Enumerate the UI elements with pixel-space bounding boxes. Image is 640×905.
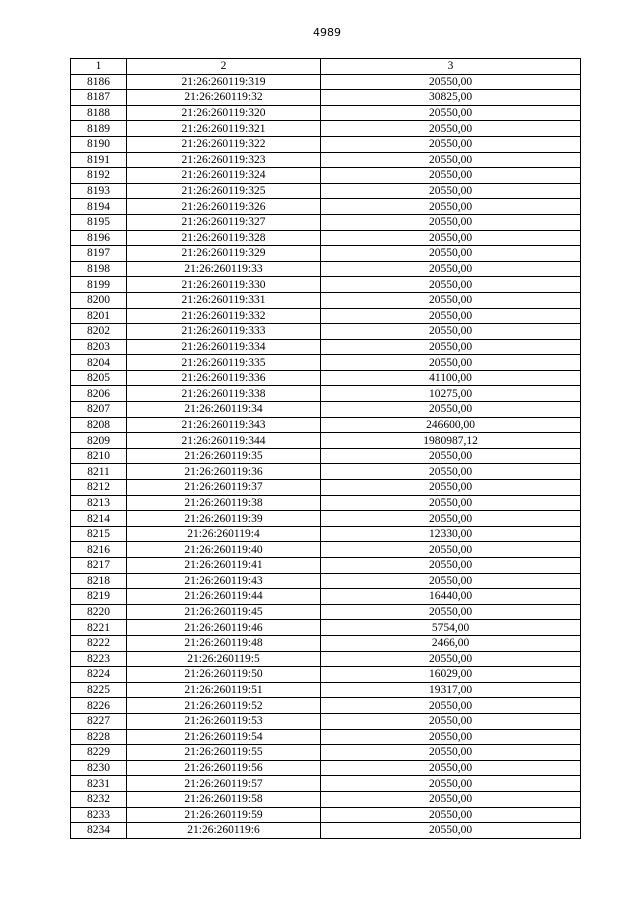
table-row <box>71 136 581 152</box>
row-number-cell: 8199 <box>71 277 127 293</box>
table-row <box>71 121 581 137</box>
table-row <box>71 511 581 527</box>
row-number-cell: 8224 <box>71 667 127 683</box>
row-number-cell: 8209 <box>71 433 127 449</box>
row-number-cell: 8190 <box>71 136 127 152</box>
table-row <box>71 480 581 496</box>
table-row <box>71 667 581 683</box>
table-row <box>71 791 581 807</box>
row-number-cell: 8234 <box>71 823 127 839</box>
cadastral-number-cell: 21:26:260119:326 <box>127 199 321 215</box>
column-header-1: 1 <box>71 59 127 75</box>
cadastral-number-cell: 21:26:260119:334 <box>127 339 321 355</box>
row-number-cell: 8225 <box>71 682 127 698</box>
value-cell: 20550,00 <box>321 152 581 168</box>
row-number-cell: 8192 <box>71 168 127 184</box>
value-cell: 5754,00 <box>321 620 581 636</box>
table-row <box>71 402 581 418</box>
value-cell: 20550,00 <box>321 558 581 574</box>
cadastral-number-cell: 21:26:260119:331 <box>127 292 321 308</box>
value-cell: 20550,00 <box>321 604 581 620</box>
value-cell: 19317,00 <box>321 682 581 698</box>
row-number-cell: 8217 <box>71 558 127 574</box>
table-row <box>71 386 581 402</box>
row-number-cell: 8232 <box>71 791 127 807</box>
row-number-cell: 8207 <box>71 402 127 418</box>
row-number-cell: 8191 <box>71 152 127 168</box>
table-row <box>71 620 581 636</box>
value-cell: 20550,00 <box>321 324 581 340</box>
cadastral-number-cell: 21:26:260119:37 <box>127 480 321 496</box>
value-cell: 20550,00 <box>321 698 581 714</box>
cadastral-number-cell: 21:26:260119:51 <box>127 682 321 698</box>
cadastral-number-cell: 21:26:260119:32 <box>127 90 321 106</box>
row-number-cell: 8228 <box>71 729 127 745</box>
cadastral-number-cell: 21:26:260119:45 <box>127 604 321 620</box>
table-row <box>71 526 581 542</box>
table-row <box>71 495 581 511</box>
value-cell: 20550,00 <box>321 713 581 729</box>
value-cell: 20550,00 <box>321 277 581 293</box>
value-cell: 20550,00 <box>321 168 581 184</box>
row-number-cell: 8203 <box>71 339 127 355</box>
row-number-cell: 8197 <box>71 246 127 262</box>
value-cell: 12330,00 <box>321 526 581 542</box>
cadastral-number-cell: 21:26:260119:55 <box>127 745 321 761</box>
row-number-cell: 8186 <box>71 74 127 90</box>
value-cell: 20550,00 <box>321 480 581 496</box>
row-number-cell: 8194 <box>71 199 127 215</box>
table-row <box>71 807 581 823</box>
table-row <box>71 745 581 761</box>
value-cell: 20550,00 <box>321 791 581 807</box>
value-cell: 20550,00 <box>321 136 581 152</box>
table-row <box>71 823 581 839</box>
table-row <box>71 199 581 215</box>
cadastral-number-cell: 21:26:260119:336 <box>127 370 321 386</box>
value-cell: 20550,00 <box>321 199 581 215</box>
value-cell: 20550,00 <box>321 823 581 839</box>
cadastral-number-cell: 21:26:260119:344 <box>127 433 321 449</box>
table-row <box>71 729 581 745</box>
table-row <box>71 542 581 558</box>
cadastral-number-cell: 21:26:260119:330 <box>127 277 321 293</box>
row-number-cell: 8202 <box>71 324 127 340</box>
row-number-cell: 8201 <box>71 308 127 324</box>
cadastral-number-cell: 21:26:260119:44 <box>127 589 321 605</box>
row-number-cell: 8198 <box>71 261 127 277</box>
row-number-cell: 8193 <box>71 183 127 199</box>
row-number-cell: 8204 <box>71 355 127 371</box>
column-header-2: 2 <box>127 59 321 75</box>
cadastral-number-cell: 21:26:260119:5 <box>127 651 321 667</box>
column-header-3: 3 <box>321 59 581 75</box>
row-number-cell: 8218 <box>71 573 127 589</box>
cadastral-number-cell: 21:26:260119:321 <box>127 121 321 137</box>
value-cell: 20550,00 <box>321 542 581 558</box>
table-row <box>71 74 581 90</box>
cadastral-number-cell: 21:26:260119:325 <box>127 183 321 199</box>
value-cell: 20550,00 <box>321 121 581 137</box>
cadastral-number-cell: 21:26:260119:43 <box>127 573 321 589</box>
row-number-cell: 8214 <box>71 511 127 527</box>
table-header <box>71 59 581 75</box>
value-cell: 20550,00 <box>321 246 581 262</box>
row-number-cell: 8230 <box>71 760 127 776</box>
cadastral-number-cell: 21:26:260119:333 <box>127 324 321 340</box>
cadastral-number-cell: 21:26:260119:319 <box>127 74 321 90</box>
value-cell: 20550,00 <box>321 511 581 527</box>
cadastral-number-cell: 21:26:260119:38 <box>127 495 321 511</box>
cadastral-number-cell: 21:26:260119:329 <box>127 246 321 262</box>
table-row <box>71 464 581 480</box>
cadastral-number-cell: 21:26:260119:36 <box>127 464 321 480</box>
value-cell: 20550,00 <box>321 464 581 480</box>
value-cell: 20550,00 <box>321 760 581 776</box>
data-table <box>70 58 581 839</box>
value-cell: 16029,00 <box>321 667 581 683</box>
row-number-cell: 8206 <box>71 386 127 402</box>
cadastral-number-cell: 21:26:260119:53 <box>127 713 321 729</box>
row-number-cell: 8196 <box>71 230 127 246</box>
table-row <box>71 370 581 386</box>
table-row <box>71 308 581 324</box>
cadastral-number-cell: 21:26:260119:335 <box>127 355 321 371</box>
value-cell: 30825,00 <box>321 90 581 106</box>
cadastral-number-cell: 21:26:260119:324 <box>127 168 321 184</box>
value-cell: 20550,00 <box>321 776 581 792</box>
header-row <box>71 59 581 75</box>
value-cell: 20550,00 <box>321 651 581 667</box>
page-number: 4989 <box>313 26 341 39</box>
table-row <box>71 651 581 667</box>
value-cell: 2466,00 <box>321 635 581 651</box>
cadastral-number-cell: 21:26:260119:323 <box>127 152 321 168</box>
row-number-cell: 8205 <box>71 370 127 386</box>
value-cell: 20550,00 <box>321 495 581 511</box>
value-cell: 20550,00 <box>321 74 581 90</box>
cadastral-number-cell: 21:26:260119:327 <box>127 214 321 230</box>
table-row <box>71 558 581 574</box>
row-number-cell: 8215 <box>71 526 127 542</box>
table-row <box>71 682 581 698</box>
cadastral-number-cell: 21:26:260119:322 <box>127 136 321 152</box>
row-number-cell: 8208 <box>71 417 127 433</box>
value-cell: 20550,00 <box>321 308 581 324</box>
value-cell: 10275,00 <box>321 386 581 402</box>
table-body <box>71 74 581 838</box>
row-number-cell: 8200 <box>71 292 127 308</box>
table-row <box>71 713 581 729</box>
value-cell: 20550,00 <box>321 745 581 761</box>
cadastral-number-cell: 21:26:260119:52 <box>127 698 321 714</box>
table-row <box>71 635 581 651</box>
cadastral-number-cell: 21:26:260119:338 <box>127 386 321 402</box>
row-number-cell: 8223 <box>71 651 127 667</box>
row-number-cell: 8195 <box>71 214 127 230</box>
cadastral-number-cell: 21:26:260119:35 <box>127 448 321 464</box>
table-row <box>71 698 581 714</box>
row-number-cell: 8233 <box>71 807 127 823</box>
row-number-cell: 8188 <box>71 105 127 121</box>
cadastral-number-cell: 21:26:260119:59 <box>127 807 321 823</box>
cadastral-number-cell: 21:26:260119:328 <box>127 230 321 246</box>
cadastral-number-cell: 21:26:260119:332 <box>127 308 321 324</box>
value-cell: 20550,00 <box>321 807 581 823</box>
value-cell: 20550,00 <box>321 292 581 308</box>
cadastral-number-cell: 21:26:260119:54 <box>127 729 321 745</box>
cadastral-number-cell: 21:26:260119:48 <box>127 635 321 651</box>
table-row <box>71 183 581 199</box>
value-cell: 20550,00 <box>321 729 581 745</box>
cadastral-number-cell: 21:26:260119:40 <box>127 542 321 558</box>
table-row <box>71 604 581 620</box>
row-number-cell: 8210 <box>71 448 127 464</box>
value-cell: 20550,00 <box>321 448 581 464</box>
cadastral-number-cell: 21:26:260119:57 <box>127 776 321 792</box>
cadastral-number-cell: 21:26:260119:4 <box>127 526 321 542</box>
row-number-cell: 8229 <box>71 745 127 761</box>
table-row <box>71 324 581 340</box>
row-number-cell: 8231 <box>71 776 127 792</box>
row-number-cell: 8227 <box>71 713 127 729</box>
cadastral-number-cell: 21:26:260119:58 <box>127 791 321 807</box>
table-row <box>71 105 581 121</box>
table-row <box>71 230 581 246</box>
value-cell: 20550,00 <box>321 573 581 589</box>
cadastral-number-cell: 21:26:260119:56 <box>127 760 321 776</box>
cadastral-number-cell: 21:26:260119:343 <box>127 417 321 433</box>
row-number-cell: 8226 <box>71 698 127 714</box>
table-row <box>71 246 581 262</box>
value-cell: 20550,00 <box>321 261 581 277</box>
table-row <box>71 433 581 449</box>
table-row <box>71 448 581 464</box>
row-number-cell: 8221 <box>71 620 127 636</box>
row-number-cell: 8216 <box>71 542 127 558</box>
table-row <box>71 90 581 106</box>
table-row <box>71 776 581 792</box>
row-number-cell: 8219 <box>71 589 127 605</box>
row-number-cell: 8211 <box>71 464 127 480</box>
row-number-cell: 8220 <box>71 604 127 620</box>
cadastral-number-cell: 21:26:260119:34 <box>127 402 321 418</box>
value-cell: 16440,00 <box>321 589 581 605</box>
row-number-cell: 8222 <box>71 635 127 651</box>
value-cell: 20550,00 <box>321 230 581 246</box>
value-cell: 246600,00 <box>321 417 581 433</box>
table-row <box>71 152 581 168</box>
cadastral-number-cell: 21:26:260119:320 <box>127 105 321 121</box>
value-cell: 20550,00 <box>321 402 581 418</box>
cadastral-number-cell: 21:26:260119:46 <box>127 620 321 636</box>
row-number-cell: 8213 <box>71 495 127 511</box>
table-row <box>71 277 581 293</box>
cadastral-number-cell: 21:26:260119:41 <box>127 558 321 574</box>
row-number-cell: 8189 <box>71 121 127 137</box>
table-row <box>71 214 581 230</box>
value-cell: 20550,00 <box>321 105 581 121</box>
cadastral-number-cell: 21:26:260119:33 <box>127 261 321 277</box>
table-row <box>71 168 581 184</box>
table-row <box>71 292 581 308</box>
value-cell: 20550,00 <box>321 214 581 230</box>
value-cell: 20550,00 <box>321 339 581 355</box>
row-number-cell: 8187 <box>71 90 127 106</box>
table-row <box>71 261 581 277</box>
value-cell: 20550,00 <box>321 355 581 371</box>
cadastral-number-cell: 21:26:260119:39 <box>127 511 321 527</box>
table-row <box>71 417 581 433</box>
table-row <box>71 355 581 371</box>
table-row <box>71 589 581 605</box>
table-row <box>71 760 581 776</box>
value-cell: 1980987,12 <box>321 433 581 449</box>
table-row <box>71 573 581 589</box>
table-row <box>71 339 581 355</box>
value-cell: 41100,00 <box>321 370 581 386</box>
row-number-cell: 8212 <box>71 480 127 496</box>
value-cell: 20550,00 <box>321 183 581 199</box>
cadastral-number-cell: 21:26:260119:50 <box>127 667 321 683</box>
cadastral-number-cell: 21:26:260119:6 <box>127 823 321 839</box>
